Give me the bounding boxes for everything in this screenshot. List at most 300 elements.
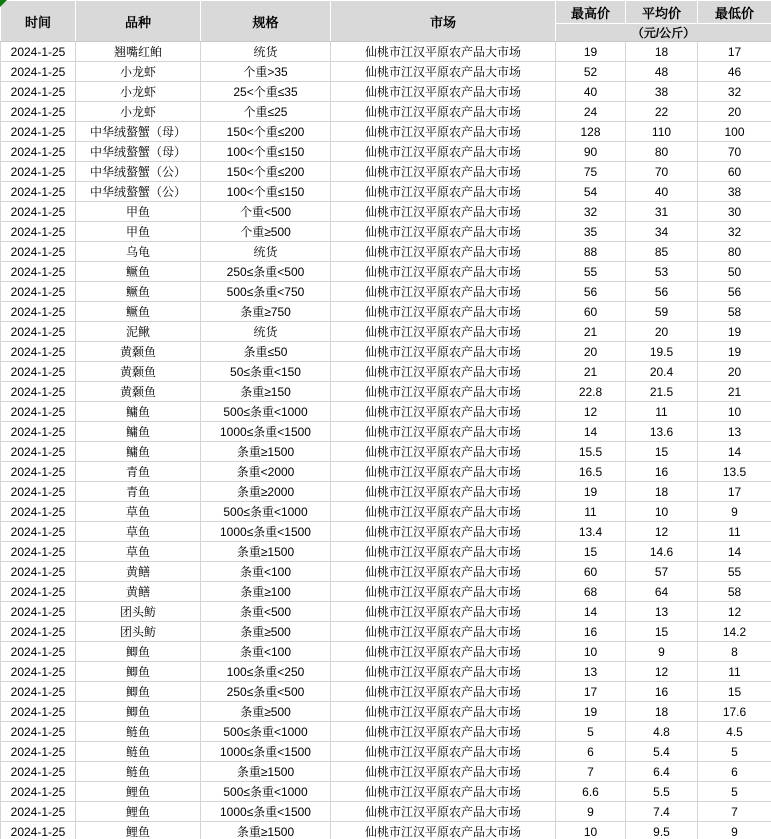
cell-species: 团头鲂	[76, 622, 201, 642]
cell-spec: 条重<500	[201, 602, 331, 622]
cell-spec: 1000≤条重<1500	[201, 742, 331, 762]
cell-low-price: 13.5	[698, 462, 771, 482]
cell-market: 仙桃市江汉平原农产品大市场	[331, 562, 556, 582]
cell-high-price: 22.8	[556, 382, 626, 402]
cell-market: 仙桃市江汉平原农产品大市场	[331, 442, 556, 462]
cell-avg-price: 38	[626, 82, 698, 102]
cell-date: 2024-1-25	[1, 242, 76, 262]
table-row	[1, 142, 771, 162]
cell-high-price: 7	[556, 762, 626, 782]
cell-spec: 条重≤50	[201, 342, 331, 362]
cell-avg-price: 4.8	[626, 722, 698, 742]
cell-species: 鲢鱼	[76, 762, 201, 782]
cell-species: 小龙虾	[76, 62, 201, 82]
cell-high-price: 20	[556, 342, 626, 362]
cell-high-price: 13	[556, 662, 626, 682]
table-row	[1, 242, 771, 262]
cell-high-price: 11	[556, 502, 626, 522]
cell-avg-price: 10	[626, 502, 698, 522]
table-row	[1, 702, 771, 722]
cell-high-price: 13.4	[556, 522, 626, 542]
cell-high-price: 14	[556, 422, 626, 442]
cell-high-price: 15.5	[556, 442, 626, 462]
cell-date: 2024-1-25	[1, 522, 76, 542]
cell-low-price: 17.6	[698, 702, 771, 722]
cell-low-price: 11	[698, 522, 771, 542]
table-row	[1, 582, 771, 602]
col-header-high-price: 最高价	[556, 1, 626, 24]
cell-high-price: 16	[556, 622, 626, 642]
cell-low-price: 17	[698, 42, 771, 62]
cell-market: 仙桃市江汉平原农产品大市场	[331, 82, 556, 102]
cell-species: 青鱼	[76, 462, 201, 482]
cell-high-price: 56	[556, 282, 626, 302]
cell-species: 草鱼	[76, 502, 201, 522]
cell-market: 仙桃市江汉平原农产品大市场	[331, 202, 556, 222]
table-row	[1, 62, 771, 82]
cell-market: 仙桃市江汉平原农产品大市场	[331, 402, 556, 422]
cell-species: 小龙虾	[76, 102, 201, 122]
cell-low-price: 58	[698, 582, 771, 602]
cell-date: 2024-1-25	[1, 462, 76, 482]
cell-date: 2024-1-25	[1, 422, 76, 442]
table-row	[1, 362, 771, 382]
cell-avg-price: 53	[626, 262, 698, 282]
cell-market: 仙桃市江汉平原农产品大市场	[331, 322, 556, 342]
cell-low-price: 9	[698, 822, 771, 839]
cell-high-price: 60	[556, 302, 626, 322]
cell-high-price: 55	[556, 262, 626, 282]
cell-spec: 条重≥1500	[201, 442, 331, 462]
cell-market: 仙桃市江汉平原农产品大市场	[331, 142, 556, 162]
cell-market: 仙桃市江汉平原农产品大市场	[331, 242, 556, 262]
table-row	[1, 562, 771, 582]
table-row	[1, 322, 771, 342]
table-row	[1, 522, 771, 542]
cell-species: 鲫鱼	[76, 702, 201, 722]
table-row	[1, 302, 771, 322]
cell-market: 仙桃市江汉平原农产品大市场	[331, 542, 556, 562]
cell-species: 鳙鱼	[76, 402, 201, 422]
cell-spec: 250≤条重<500	[201, 262, 331, 282]
cell-high-price: 24	[556, 102, 626, 122]
cell-date: 2024-1-25	[1, 402, 76, 422]
cell-low-price: 46	[698, 62, 771, 82]
cell-date: 2024-1-25	[1, 162, 76, 182]
cell-market: 仙桃市江汉平原农产品大市场	[331, 42, 556, 62]
cell-species: 青鱼	[76, 482, 201, 502]
cell-low-price: 5	[698, 782, 771, 802]
cell-spec: 1000≤条重<1500	[201, 522, 331, 542]
cell-market: 仙桃市江汉平原农产品大市场	[331, 162, 556, 182]
cell-date: 2024-1-25	[1, 322, 76, 342]
cell-high-price: 19	[556, 42, 626, 62]
cell-spec: 50≤条重<150	[201, 362, 331, 382]
cell-date: 2024-1-25	[1, 642, 76, 662]
cell-market: 仙桃市江汉平原农产品大市场	[331, 522, 556, 542]
cell-low-price: 55	[698, 562, 771, 582]
cell-avg-price: 13	[626, 602, 698, 622]
cell-low-price: 14.2	[698, 622, 771, 642]
cell-date: 2024-1-25	[1, 622, 76, 642]
cell-market: 仙桃市江汉平原农产品大市场	[331, 622, 556, 642]
cell-avg-price: 20.4	[626, 362, 698, 382]
cell-spec: 条重≥1500	[201, 822, 331, 839]
table-row	[1, 462, 771, 482]
table-row	[1, 782, 771, 802]
cell-market: 仙桃市江汉平原农产品大市场	[331, 822, 556, 839]
cell-avg-price: 16	[626, 462, 698, 482]
cell-avg-price: 19.5	[626, 342, 698, 362]
cell-low-price: 7	[698, 802, 771, 822]
cell-low-price: 30	[698, 202, 771, 222]
cell-market: 仙桃市江汉平原农产品大市场	[331, 102, 556, 122]
cell-date: 2024-1-25	[1, 722, 76, 742]
table-row	[1, 102, 771, 122]
cell-date: 2024-1-25	[1, 822, 76, 839]
table-row	[1, 502, 771, 522]
cell-date: 2024-1-25	[1, 362, 76, 382]
cell-low-price: 14	[698, 442, 771, 462]
cell-date: 2024-1-25	[1, 262, 76, 282]
cell-species: 黄颡鱼	[76, 362, 201, 382]
cell-spec: 统货	[201, 322, 331, 342]
cell-species: 草鱼	[76, 522, 201, 542]
cell-species: 草鱼	[76, 542, 201, 562]
cell-low-price: 19	[698, 342, 771, 362]
cell-species: 黄颡鱼	[76, 382, 201, 402]
cell-avg-price: 12	[626, 522, 698, 542]
cell-market: 仙桃市江汉平原农产品大市场	[331, 602, 556, 622]
cell-spec: 条重≥500	[201, 622, 331, 642]
cell-market: 仙桃市江汉平原农产品大市场	[331, 802, 556, 822]
cell-low-price: 5	[698, 742, 771, 762]
cell-avg-price: 7.4	[626, 802, 698, 822]
cell-spec: 100<个重≤150	[201, 182, 331, 202]
table-row	[1, 402, 771, 422]
cell-spec: 统货	[201, 242, 331, 262]
cell-avg-price: 57	[626, 562, 698, 582]
cell-date: 2024-1-25	[1, 702, 76, 722]
cell-spec: 条重≥100	[201, 582, 331, 602]
table-row	[1, 482, 771, 502]
cell-market: 仙桃市江汉平原农产品大市场	[331, 782, 556, 802]
cell-spec: 统货	[201, 42, 331, 62]
cell-species: 翘嘴红鲌	[76, 42, 201, 62]
cell-market: 仙桃市江汉平原农产品大市场	[331, 182, 556, 202]
cell-spec: 500≤条重<750	[201, 282, 331, 302]
cell-avg-price: 18	[626, 482, 698, 502]
cell-date: 2024-1-25	[1, 182, 76, 202]
cell-high-price: 16.5	[556, 462, 626, 482]
cell-market: 仙桃市江汉平原农产品大市场	[331, 382, 556, 402]
cell-avg-price: 20	[626, 322, 698, 342]
cell-low-price: 70	[698, 142, 771, 162]
cell-species: 鲢鱼	[76, 742, 201, 762]
cell-date: 2024-1-25	[1, 482, 76, 502]
cell-species: 鲤鱼	[76, 782, 201, 802]
col-header-spec: 规格	[201, 1, 331, 42]
cell-date: 2024-1-25	[1, 762, 76, 782]
table-row	[1, 682, 771, 702]
cell-avg-price: 12	[626, 662, 698, 682]
col-header-market: 市场	[331, 1, 556, 42]
cell-species: 鳙鱼	[76, 422, 201, 442]
cell-date: 2024-1-25	[1, 802, 76, 822]
cell-date: 2024-1-25	[1, 382, 76, 402]
cell-avg-price: 15	[626, 622, 698, 642]
table-row	[1, 222, 771, 242]
table-row	[1, 202, 771, 222]
cell-low-price: 32	[698, 222, 771, 242]
table-row	[1, 822, 771, 839]
cell-date: 2024-1-25	[1, 782, 76, 802]
cell-avg-price: 6.4	[626, 762, 698, 782]
cell-species: 泥鳅	[76, 322, 201, 342]
cell-market: 仙桃市江汉平原农产品大市场	[331, 662, 556, 682]
cell-avg-price: 9.5	[626, 822, 698, 839]
cell-spec: 250≤条重<500	[201, 682, 331, 702]
cell-spec: 个重<500	[201, 202, 331, 222]
table-row	[1, 802, 771, 822]
cell-avg-price: 31	[626, 202, 698, 222]
price-unit-label: （元/公斤）	[556, 24, 771, 42]
cell-high-price: 32	[556, 202, 626, 222]
table-row	[1, 162, 771, 182]
cell-high-price: 17	[556, 682, 626, 702]
cell-market: 仙桃市江汉平原农产品大市场	[331, 642, 556, 662]
cell-spec: 100≤条重<250	[201, 662, 331, 682]
cell-high-price: 19	[556, 702, 626, 722]
cell-avg-price: 14.6	[626, 542, 698, 562]
cell-species: 鳜鱼	[76, 302, 201, 322]
cell-high-price: 40	[556, 82, 626, 102]
cell-avg-price: 110	[626, 122, 698, 142]
cell-high-price: 14	[556, 602, 626, 622]
cell-high-price: 128	[556, 122, 626, 142]
cell-avg-price: 9	[626, 642, 698, 662]
cell-date: 2024-1-25	[1, 102, 76, 122]
table-row	[1, 622, 771, 642]
cell-avg-price: 15	[626, 442, 698, 462]
cell-species: 鲫鱼	[76, 682, 201, 702]
table-row	[1, 662, 771, 682]
cell-species: 小龙虾	[76, 82, 201, 102]
cell-date: 2024-1-25	[1, 742, 76, 762]
cell-spec: 条重≥500	[201, 702, 331, 722]
cell-market: 仙桃市江汉平原农产品大市场	[331, 222, 556, 242]
table-header	[1, 1, 771, 42]
table-row	[1, 602, 771, 622]
cell-market: 仙桃市江汉平原农产品大市场	[331, 502, 556, 522]
cell-high-price: 5	[556, 722, 626, 742]
cell-avg-price: 40	[626, 182, 698, 202]
cell-high-price: 35	[556, 222, 626, 242]
cell-species: 鲫鱼	[76, 662, 201, 682]
table-row	[1, 762, 771, 782]
cell-low-price: 13	[698, 422, 771, 442]
cell-avg-price: 22	[626, 102, 698, 122]
cell-low-price: 10	[698, 402, 771, 422]
col-header-species: 品种	[76, 1, 201, 42]
cell-low-price: 15	[698, 682, 771, 702]
table-row	[1, 282, 771, 302]
cell-market: 仙桃市江汉平原农产品大市场	[331, 302, 556, 322]
cell-low-price: 11	[698, 662, 771, 682]
cell-spec: 条重≥150	[201, 382, 331, 402]
cell-low-price: 6	[698, 762, 771, 782]
cell-date: 2024-1-25	[1, 82, 76, 102]
cell-spec: 1000≤条重<1500	[201, 802, 331, 822]
cell-avg-price: 16	[626, 682, 698, 702]
cell-date: 2024-1-25	[1, 42, 76, 62]
cell-species: 鳙鱼	[76, 442, 201, 462]
cell-market: 仙桃市江汉平原农产品大市场	[331, 582, 556, 602]
cell-spec: 条重<100	[201, 642, 331, 662]
cell-spec: 个重≤25	[201, 102, 331, 122]
cell-high-price: 10	[556, 642, 626, 662]
cell-low-price: 14	[698, 542, 771, 562]
table-row	[1, 182, 771, 202]
cell-species: 黄鳝	[76, 582, 201, 602]
cell-species: 黄鳝	[76, 562, 201, 582]
cell-low-price: 8	[698, 642, 771, 662]
cell-spec: 条重≥2000	[201, 482, 331, 502]
cell-market: 仙桃市江汉平原农产品大市场	[331, 282, 556, 302]
cell-market: 仙桃市江汉平原农产品大市场	[331, 462, 556, 482]
cell-high-price: 88	[556, 242, 626, 262]
cell-spec: 个重>35	[201, 62, 331, 82]
cell-avg-price: 48	[626, 62, 698, 82]
cell-spec: 150<个重≤200	[201, 122, 331, 142]
cell-low-price: 56	[698, 282, 771, 302]
cell-avg-price: 18	[626, 702, 698, 722]
cell-high-price: 12	[556, 402, 626, 422]
cell-low-price: 60	[698, 162, 771, 182]
cell-avg-price: 21.5	[626, 382, 698, 402]
cell-date: 2024-1-25	[1, 542, 76, 562]
cell-low-price: 58	[698, 302, 771, 322]
cell-high-price: 68	[556, 582, 626, 602]
cell-species: 中华绒螯蟹（公）	[76, 162, 201, 182]
cell-high-price: 19	[556, 482, 626, 502]
col-header-avg-price: 平均价	[626, 1, 698, 24]
cell-high-price: 10	[556, 822, 626, 839]
cell-species: 鲤鱼	[76, 802, 201, 822]
table-row	[1, 722, 771, 742]
cell-spec: 150<个重≤200	[201, 162, 331, 182]
table-row	[1, 342, 771, 362]
cell-avg-price: 70	[626, 162, 698, 182]
cell-date: 2024-1-25	[1, 342, 76, 362]
cell-species: 甲鱼	[76, 202, 201, 222]
cell-low-price: 12	[698, 602, 771, 622]
cell-avg-price: 80	[626, 142, 698, 162]
cell-market: 仙桃市江汉平原农产品大市场	[331, 422, 556, 442]
cell-market: 仙桃市江汉平原农产品大市场	[331, 62, 556, 82]
cell-species: 中华绒螯蟹（母）	[76, 122, 201, 142]
cell-species: 黄颡鱼	[76, 342, 201, 362]
cell-spec: 条重≥1500	[201, 762, 331, 782]
cell-species: 中华绒螯蟹（公）	[76, 182, 201, 202]
table-row	[1, 262, 771, 282]
cell-high-price: 9	[556, 802, 626, 822]
cell-low-price: 80	[698, 242, 771, 262]
cell-high-price: 90	[556, 142, 626, 162]
cell-date: 2024-1-25	[1, 282, 76, 302]
table-row	[1, 82, 771, 102]
cell-high-price: 21	[556, 322, 626, 342]
cell-low-price: 32	[698, 82, 771, 102]
cell-date: 2024-1-25	[1, 202, 76, 222]
cell-spec: 500≤条重<1000	[201, 722, 331, 742]
cell-date: 2024-1-25	[1, 442, 76, 462]
cell-market: 仙桃市江汉平原农产品大市场	[331, 482, 556, 502]
cell-date: 2024-1-25	[1, 602, 76, 622]
cell-market: 仙桃市江汉平原农产品大市场	[331, 122, 556, 142]
cell-spec: 条重≥1500	[201, 542, 331, 562]
cell-date: 2024-1-25	[1, 502, 76, 522]
cell-avg-price: 56	[626, 282, 698, 302]
cell-low-price: 38	[698, 182, 771, 202]
cell-spec: 500≤条重<1000	[201, 782, 331, 802]
cell-species: 鳜鱼	[76, 262, 201, 282]
cell-date: 2024-1-25	[1, 562, 76, 582]
cell-date: 2024-1-25	[1, 302, 76, 322]
cell-species: 鳜鱼	[76, 282, 201, 302]
cell-avg-price: 5.4	[626, 742, 698, 762]
cell-species: 鲢鱼	[76, 722, 201, 742]
cell-high-price: 6	[556, 742, 626, 762]
table-row	[1, 442, 771, 462]
cell-market: 仙桃市江汉平原农产品大市场	[331, 702, 556, 722]
cell-date: 2024-1-25	[1, 142, 76, 162]
cell-market: 仙桃市江汉平原农产品大市场	[331, 682, 556, 702]
cell-spec: 条重<100	[201, 562, 331, 582]
cell-species: 团头鲂	[76, 602, 201, 622]
cell-low-price: 17	[698, 482, 771, 502]
cell-date: 2024-1-25	[1, 62, 76, 82]
cell-date: 2024-1-25	[1, 122, 76, 142]
cell-spec: 个重≥500	[201, 222, 331, 242]
table-body	[1, 42, 771, 839]
cell-high-price: 75	[556, 162, 626, 182]
cell-spec: 100<个重≤150	[201, 142, 331, 162]
cell-avg-price: 34	[626, 222, 698, 242]
corner-flag-icon	[0, 0, 7, 7]
cell-species: 鲫鱼	[76, 642, 201, 662]
cell-avg-price: 11	[626, 402, 698, 422]
col-header-low-price: 最低价	[698, 1, 771, 24]
cell-low-price: 20	[698, 102, 771, 122]
cell-species: 中华绒螯蟹（母）	[76, 142, 201, 162]
cell-high-price: 15	[556, 542, 626, 562]
table-row	[1, 42, 771, 62]
cell-species: 甲鱼	[76, 222, 201, 242]
cell-date: 2024-1-25	[1, 682, 76, 702]
cell-avg-price: 85	[626, 242, 698, 262]
cell-low-price: 50	[698, 262, 771, 282]
cell-date: 2024-1-25	[1, 662, 76, 682]
table-row	[1, 542, 771, 562]
cell-spec: 1000≤条重<1500	[201, 422, 331, 442]
cell-high-price: 60	[556, 562, 626, 582]
cell-market: 仙桃市江汉平原农产品大市场	[331, 722, 556, 742]
cell-market: 仙桃市江汉平原农产品大市场	[331, 262, 556, 282]
cell-species: 乌龟	[76, 242, 201, 262]
col-header-time: 时间	[1, 1, 76, 42]
cell-market: 仙桃市江汉平原农产品大市场	[331, 742, 556, 762]
